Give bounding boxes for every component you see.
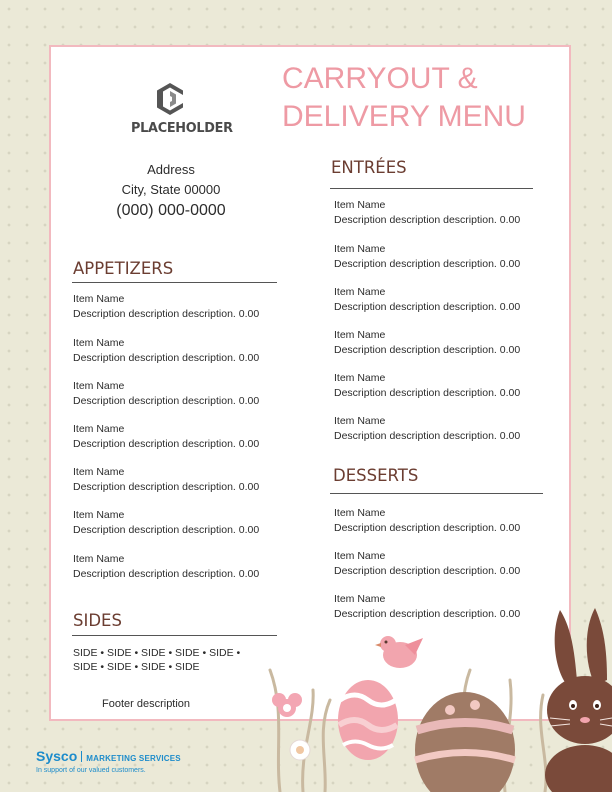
appetizer-item <box>73 552 259 582</box>
item-name: Item Name <box>334 243 386 255</box>
easter-illustration <box>255 600 612 792</box>
contact-block <box>90 160 252 222</box>
appetizer-item <box>73 508 259 538</box>
item-name: Item Name <box>73 293 125 305</box>
item-name: Item Name <box>73 423 125 435</box>
item-description: Description description description. 0.00 <box>334 608 521 620</box>
decorated-egg-icon <box>415 692 515 792</box>
sysco-logo: Sysco <box>36 748 78 764</box>
sides-line-1: SIDE • SIDE • SIDE • SIDE • SIDE • <box>73 647 241 659</box>
item-name: Item Name <box>334 593 386 605</box>
item-description: Description description description. 0.00 <box>334 522 521 534</box>
item-description: Description description description. 0.00 <box>73 438 260 450</box>
title-line-1: CARRYOUT & <box>282 62 478 95</box>
sysco-subline: In support of our valued customers. <box>36 767 146 774</box>
item-name: Item Name <box>73 553 125 565</box>
striped-egg-icon <box>338 680 398 760</box>
entree-item <box>334 328 520 358</box>
chocolate-bunny-icon <box>545 608 612 792</box>
item-name: Item Name <box>334 286 386 298</box>
desserts-divider <box>330 493 543 494</box>
flower-icon <box>290 740 310 760</box>
item-description: Description description description. 0.00 <box>334 430 521 442</box>
appetizer-item <box>73 422 259 452</box>
item-name: Item Name <box>334 550 386 562</box>
city-state-text: City, State 00000 <box>121 182 221 197</box>
appetizer-item <box>73 379 259 409</box>
appetizer-item <box>73 465 259 495</box>
item-name: Item Name <box>73 337 125 349</box>
appetizers-heading: APPETIZERS <box>73 259 174 278</box>
phone-text: (000) 000-0000 <box>116 202 226 219</box>
item-description: Description description description. 0.00 <box>73 395 260 407</box>
item-name: Item Name <box>334 199 386 211</box>
item-name: Item Name <box>334 329 386 341</box>
bird-icon <box>375 636 423 668</box>
sides-divider <box>72 635 277 636</box>
item-name: Item Name <box>73 466 125 478</box>
item-description: Description description description. 0.00 <box>73 352 260 364</box>
logo-text: PLACEHOLDER <box>131 120 233 136</box>
appetizers-divider <box>72 282 277 283</box>
desserts-heading: DESSERTS <box>333 466 419 485</box>
appetizer-item <box>73 336 259 366</box>
item-description: Description description description. 0.00 <box>73 308 260 320</box>
sides-line-2: SIDE • SIDE • SIDE • SIDE <box>73 661 200 673</box>
item-description: Description description description. 0.00 <box>334 258 521 270</box>
entrees-heading: ENTRÉES <box>331 158 407 177</box>
entree-item <box>334 414 520 444</box>
sysco-tagline: MARKETING SERVICES <box>86 754 181 763</box>
item-description: Description description description. 0.00 <box>334 344 521 356</box>
item-name: Item Name <box>334 507 386 519</box>
entrees-divider <box>330 188 533 189</box>
item-description: Description description description. 0.00 <box>73 481 260 493</box>
sides-heading: SIDES <box>73 611 122 630</box>
sysco-branding <box>36 748 181 774</box>
item-name: Item Name <box>334 415 386 427</box>
flower-icon <box>272 693 302 717</box>
logo-hexagon-icon <box>155 82 185 116</box>
brand-separator <box>81 751 82 762</box>
item-name: Item Name <box>73 509 125 521</box>
item-description: Description description description. 0.00 <box>334 301 521 313</box>
dessert-item <box>334 549 520 579</box>
item-description: Description description description. 0.00 <box>73 524 260 536</box>
sides-list <box>73 646 273 674</box>
title-line-2: DELIVERY MENU <box>282 100 526 133</box>
item-name: Item Name <box>73 380 125 392</box>
item-description: Description description description. 0.00 <box>334 565 521 577</box>
entree-item <box>334 285 520 315</box>
entree-item <box>334 242 520 272</box>
appetizer-item <box>73 292 259 322</box>
address-text: Address <box>147 162 195 177</box>
entree-item <box>334 371 520 401</box>
placeholder-logo <box>129 82 233 140</box>
page-title <box>282 60 552 136</box>
dessert-item <box>334 506 520 536</box>
item-description: Description description description. 0.00 <box>334 214 521 226</box>
item-description: Description description description. 0.00 <box>334 387 521 399</box>
entree-item <box>334 198 520 228</box>
item-description: Description description description. 0.00 <box>73 568 260 580</box>
item-name: Item Name <box>334 372 386 384</box>
footer-text: Footer description <box>102 698 191 710</box>
